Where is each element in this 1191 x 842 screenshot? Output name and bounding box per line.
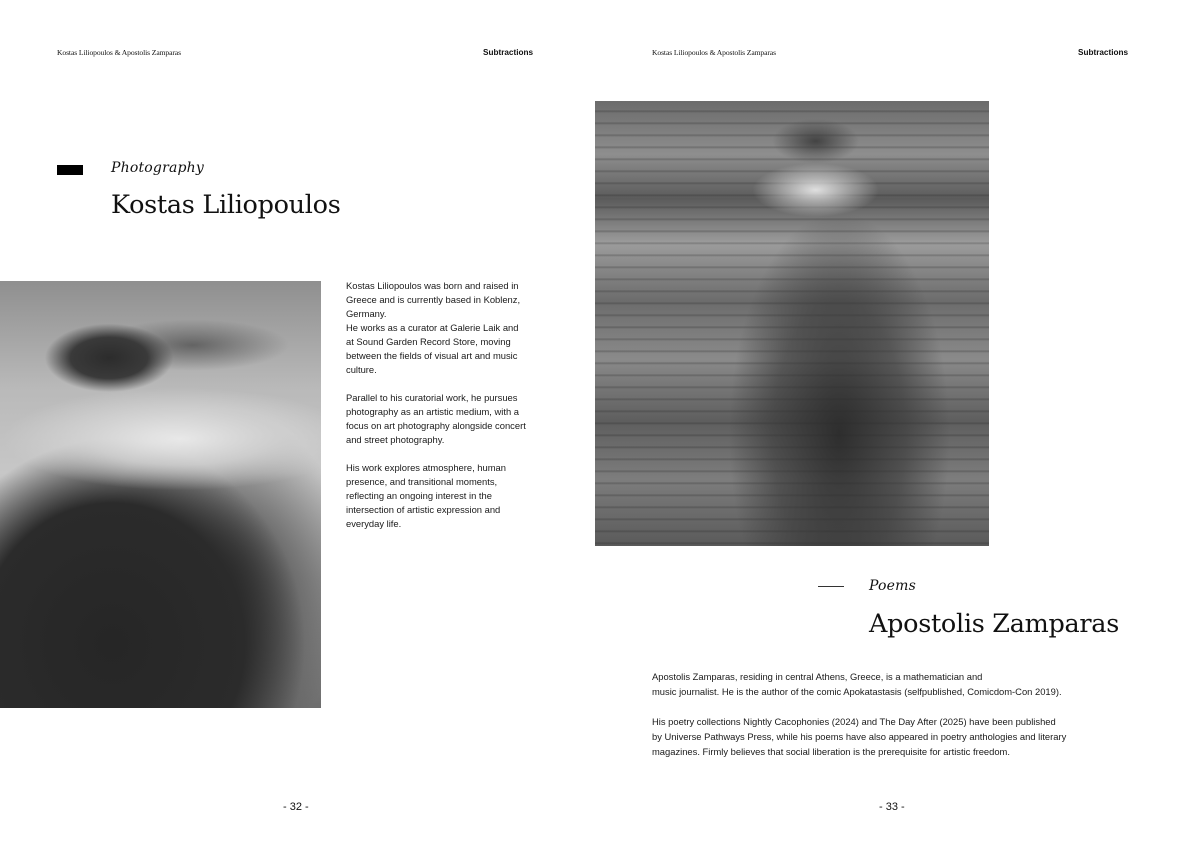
motion-blur-photo <box>595 101 989 546</box>
section-kicker: Poems <box>869 578 917 594</box>
running-head-title: Subtractions <box>1078 48 1129 57</box>
page-number: - 32 - <box>283 801 309 813</box>
bio-paragraph: Kostas Liliopoulos was born and raised in Greece and is currently based in Koblenz, Germany. He works as a curator at Galerie Laik and at Sound Garden Record Store, moving between the fields of visual art and music culture. <box>346 280 521 375</box>
section-marker <box>57 165 83 175</box>
bio-paragraph: Parallel to his curatorial work, he pursues photography as an artistic medium, with a focus on art photography alongside concert and street photography. <box>346 392 526 445</box>
page-number: - 33 - <box>879 801 905 813</box>
bio-paragraph: His poetry collections Nightly Cacophonies (2024) and The Day After (2025) have been published by Universe Pathways Press, while his poems have also appeared in poetry anthologies and literary magazines. Firmly believes that social liberation is the prerequisite for artistic freedom. <box>652 716 1067 757</box>
section-kicker: Photography <box>111 160 205 176</box>
bio-paragraph: His work explores atmosphere, human presence, and transitional moments, reflecting an ongoing interest in the intersection of artistic expression and everyday life. <box>346 462 506 529</box>
artist-name: Kostas Liliopoulos <box>111 190 341 220</box>
running-head-authors: Kostas Liliopoulos & Apostolis Zamparas <box>57 48 181 57</box>
author-bio <box>652 669 1112 759</box>
author-name: Apostolis Zamparas <box>869 609 1119 639</box>
portrait-photo <box>0 281 321 708</box>
bio-paragraph: Apostolis Zamparas, residing in central Athens, Greece, is a mathematician and music journalist. He is the author of the comic Apokatastasis (selfpublished, Comicdom-Con 2019). <box>652 671 1062 697</box>
running-head-title: Subtractions <box>483 48 534 57</box>
section-marker <box>818 586 844 587</box>
artist-bio <box>346 279 546 545</box>
running-head-authors: Kostas Liliopoulos & Apostolis Zamparas <box>652 48 776 57</box>
